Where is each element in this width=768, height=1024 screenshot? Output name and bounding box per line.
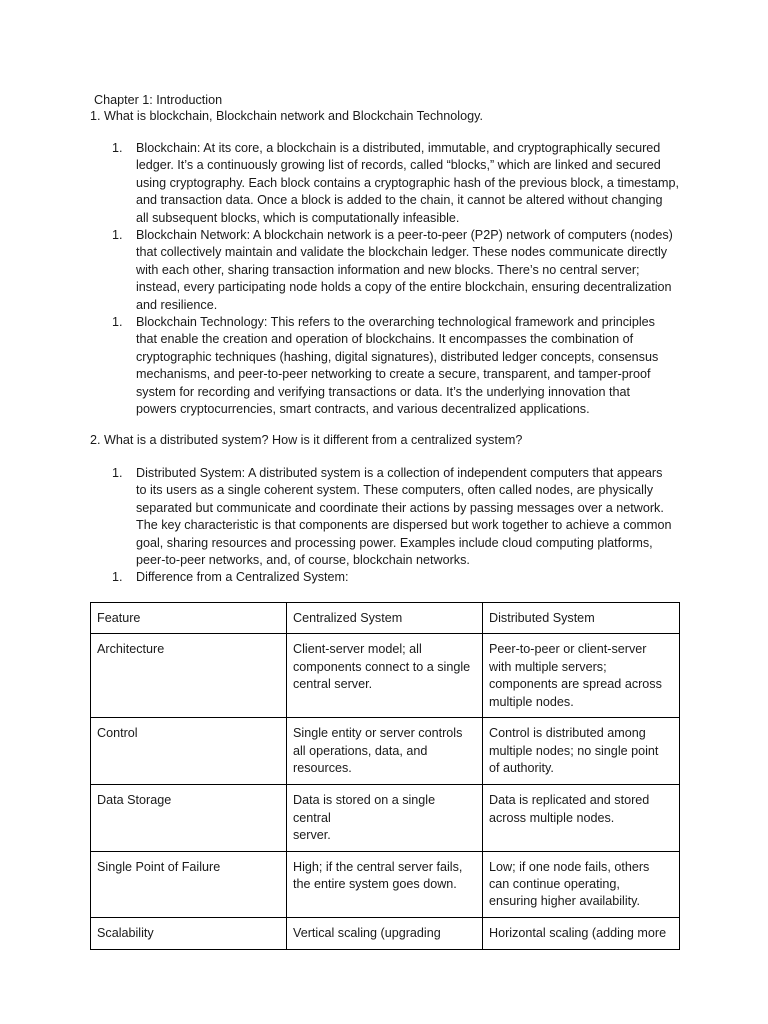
centralized-cell <box>287 785 483 851</box>
list-item-text <box>136 465 681 569</box>
text-line: using cryptography. Each block contains a cryptographic hash of the previous block, a timestamp, <box>136 175 679 190</box>
list-number: 1. <box>112 570 123 584</box>
cell-line: resources. <box>293 761 352 776</box>
text-line: and transaction data. Once a block is added to the chain, it cannot be altered without changing <box>136 193 663 208</box>
cell-line: Architecture <box>97 642 165 657</box>
text-line: peer-to-peer networks, and, of course, blockchain networks. <box>136 553 470 568</box>
cell-line: multiple nodes. <box>489 694 574 709</box>
cell-line: Control is distributed among <box>489 726 646 741</box>
cell-line: multiple nodes; no single point <box>489 743 659 758</box>
cell-line: ensuring higher availability. <box>489 894 640 909</box>
question-2-heading: 2. What is a distributed system? How is it different from a centralized system? <box>90 433 523 447</box>
centralized-cell <box>287 634 483 718</box>
cell-line: Horizontal scaling (adding more <box>489 925 667 940</box>
table-row <box>91 917 680 949</box>
cell-line: the entire system goes down. <box>293 877 457 892</box>
centralized-cell <box>287 851 483 917</box>
table-row <box>91 785 680 851</box>
centralized-cell <box>287 917 483 949</box>
cell-line: components are spread across <box>489 677 662 692</box>
list-item-text <box>136 569 681 586</box>
text-line: Blockchain Technology: This refers to the overarching technological framework and principles <box>136 315 655 329</box>
distributed-cell <box>483 917 680 949</box>
text-line: Blockchain Network: A blockchain network is a peer-to-peer (P2P) network of computers (nodes) <box>136 228 673 242</box>
text-line: instead, every participating node holds a copy of the entire blockchain, ensuring decentralization <box>136 280 672 295</box>
cell-line: of authority. <box>489 761 554 776</box>
header-cell-feature: Feature <box>91 603 287 634</box>
distributed-cell <box>483 634 680 718</box>
text-line: to its users as a single coherent system. These computers, often called nodes, are physically <box>136 483 654 498</box>
text-line: that collectively maintain and validate the blockchain ledger. These nodes communicate directly <box>136 245 668 260</box>
list-number: 1. <box>112 315 123 329</box>
text-line: mechanisms, and peer-to-peer networking to create a secure, transparent, and tamper-proof <box>136 367 651 382</box>
feature-cell <box>91 634 287 718</box>
cell-line: Vertical scaling (upgrading <box>293 925 441 940</box>
cell-line: all operations, data, and <box>293 743 428 758</box>
cell-line: with multiple servers; <box>489 659 607 674</box>
cell-line: Low; if one node fails, others <box>489 859 650 874</box>
text-line: separated but communicate and coordinate their actions by passing messages over a network. <box>136 500 664 515</box>
cell-line: Data Storage <box>97 793 172 808</box>
text-line: all subsequent blocks, which is computationally infeasible. <box>136 210 460 225</box>
text-line: Difference from a Centralized System: <box>136 570 349 584</box>
chapter-title: Chapter 1: Introduction <box>94 93 223 107</box>
text-line: Distributed System: A distributed system is a collection of independent computers that appears <box>136 466 663 480</box>
cell-line: Peer-to-peer or client-server <box>489 642 647 657</box>
list-number: 1. <box>112 228 123 242</box>
text-line: The key characteristic is that components are dispersed but work together to achieve a common <box>136 518 672 533</box>
text-line: ledger. It’s a continuously growing list of records, called “blocks,” which are linked and secured <box>136 158 661 173</box>
header-cell-centralized: Centralized System <box>287 603 483 634</box>
cell-line: components connect to a single <box>293 659 471 674</box>
list-number: 1. <box>112 466 123 480</box>
text-line: that enable the creation and operation of blockchains. It encompasses the combination of <box>136 332 634 347</box>
centralized-cell <box>287 718 483 785</box>
text-line: and resilience. <box>136 297 218 312</box>
cell-line: Single entity or server controls <box>293 726 463 741</box>
cell-line: High; if the central server fails, <box>293 859 463 874</box>
text-line: with each other, sharing transaction information and new blocks. There’s no central server; <box>136 262 640 277</box>
cell-line: Client-server model; all <box>293 642 422 657</box>
distributed-cell <box>483 718 680 785</box>
table-row <box>91 634 680 718</box>
text-line: system for recording and verifying transactions or data. It’s the underlying innovation that <box>136 384 630 399</box>
cell-line: server. <box>293 828 331 843</box>
cell-line: Data is stored on a single central <box>293 793 436 825</box>
feature-cell <box>91 785 287 851</box>
cell-line: central server. <box>293 677 373 692</box>
header-cell-distributed: Distributed System <box>483 603 680 634</box>
list-number: 1. <box>112 141 123 155</box>
feature-cell <box>91 851 287 917</box>
text-line: cryptographic techniques (hashing, digital signatures), distributed ledger concepts, consensus <box>136 349 659 364</box>
table-header-row <box>91 603 680 634</box>
table-row <box>91 851 680 917</box>
list-item-text <box>136 314 681 418</box>
text-line: Blockchain: At its core, a blockchain is a distributed, immutable, and cryptographically secured <box>136 141 661 155</box>
table-row <box>91 718 680 785</box>
cell-line: across multiple nodes. <box>489 810 615 825</box>
cell-line: can continue operating, <box>489 877 620 892</box>
feature-cell <box>91 917 287 949</box>
list-item-text <box>136 227 681 314</box>
cell-line: Single Point of Failure <box>97 859 221 874</box>
list-item-text <box>136 140 681 227</box>
cell-line: Control <box>97 726 138 741</box>
distributed-cell <box>483 851 680 917</box>
question-1-heading: 1. What is blockchain, Blockchain network and Blockchain Technology. <box>90 109 483 123</box>
feature-cell <box>91 718 287 785</box>
text-line: powers cryptocurrencies, smart contracts, and various decentralized applications. <box>136 402 590 417</box>
text-line: goal, sharing resources and processing power. Examples include cloud computing platforms, <box>136 535 653 550</box>
distributed-cell <box>483 785 680 851</box>
cell-line: Data is replicated and stored <box>489 793 650 808</box>
cell-line: Scalability <box>97 925 154 940</box>
comparison-table <box>90 602 680 950</box>
